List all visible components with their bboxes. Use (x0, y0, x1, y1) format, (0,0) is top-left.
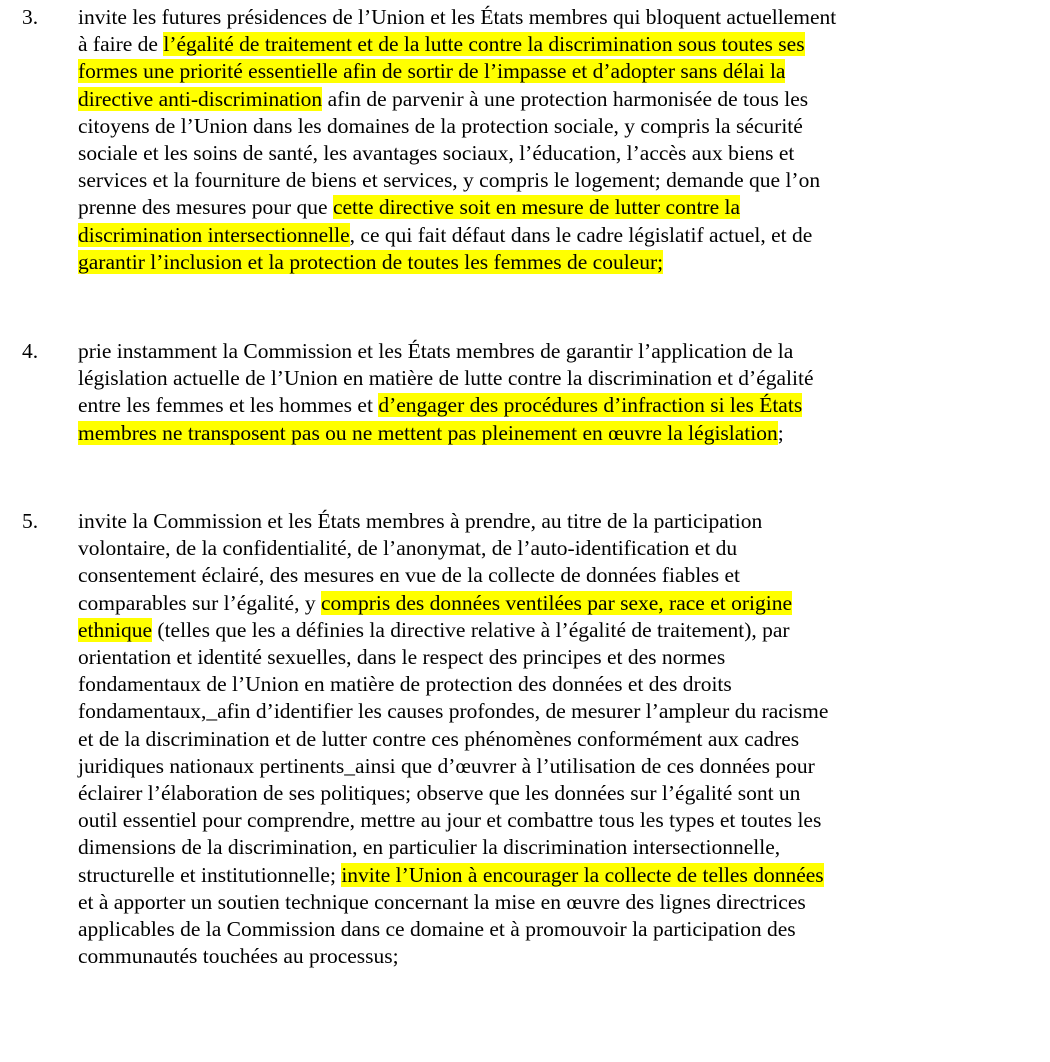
text-segment: prie instamment la Commission et les États membres de garantir l’application de la (78, 339, 794, 363)
text-line (78, 508, 762, 535)
text-segment: services et la fourniture de biens et services, y compris le logement; demande que l’on (78, 168, 821, 193)
text-line (78, 194, 740, 221)
text-segment: et à apporter un soutien technique concernant la mise en œuvre des lignes directrices (78, 889, 806, 914)
paragraph-number: 4. (22, 339, 39, 363)
text-line (78, 916, 796, 943)
text-segment: citoyens de l’Union dans les domaines de la protection sociale, y compris la sécurité (78, 113, 803, 138)
highlighted-text: d’engager des procédures d’infraction si les États (378, 393, 803, 418)
highlighted-text: membres ne transposent pas ou ne mettent pas pleinement en œuvre la législation (78, 420, 778, 445)
highlighted-text: invite l’Union à encourager la collecte de telles données (341, 862, 824, 887)
highlighted-text: compris des données ventilées par sexe, race et origine (320, 590, 793, 615)
text-segment: fondamentaux de l’Union en matière de protection des données et des droits (78, 672, 732, 697)
text-segment: sociale et les soins de santé, les avantages sociaux, l’éducation, l’accès aux biens et (78, 141, 795, 165)
text-line (78, 780, 800, 807)
text-segment: volontaire, de la confidentialité, de l’anonymat, de l’auto-identification et du (78, 536, 738, 561)
text-segment: entre les femmes et les hommes et (78, 393, 379, 418)
text-segment: juridiques nationaux pertinents_ainsi que d’œuvrer à l’utilisation de ces données pour (78, 753, 815, 778)
text-line (78, 889, 806, 916)
text-line (78, 31, 805, 58)
paragraph-number: 5. (22, 509, 39, 533)
text-segment: invite la Commission et les États membres à prendre, au titre de la participation (78, 509, 763, 533)
text-line (78, 644, 725, 671)
text-line (78, 420, 784, 447)
text-line (78, 140, 794, 167)
highlighted-text: l’égalité de traitement et de la lutte contre la discrimination sous toutes ses (163, 32, 805, 57)
text-line (78, 535, 737, 562)
text-line (78, 834, 780, 861)
text-segment: comparables sur l’égalité, y (78, 590, 321, 615)
text-line (78, 222, 812, 249)
text-line (78, 590, 792, 617)
text-line (78, 167, 820, 194)
text-segment: communautés touchées au processus; (78, 944, 399, 969)
text-segment: fondamentaux,_afin d’identifier les causes profondes, de mesurer l’ampleur du racisme (78, 699, 829, 724)
text-line (78, 365, 814, 392)
text-segment: invite les futures présidences de l’Union et les États membres qui bloquent actuellement (78, 5, 837, 29)
text-line (78, 698, 828, 725)
text-line (78, 671, 732, 698)
text-line (78, 4, 836, 31)
text-line (78, 943, 399, 970)
text-segment: ; (777, 420, 784, 445)
text-segment: et de la discrimination et de lutter contre ces phénomènes conformément aux cadres (78, 726, 800, 751)
text-segment: prenne des mesures pour que (78, 195, 333, 220)
text-segment: dimensions de la discrimination, en particulier la discrimination intersectionnelle, (78, 835, 781, 860)
text-line (78, 86, 808, 113)
text-line (78, 862, 824, 889)
text-line (78, 753, 815, 780)
text-segment: législation actuelle de l’Union en matière de lutte contre la discrimination et d’égalité (78, 366, 814, 391)
highlighted-text: formes une priorité essentielle afin de sortir de l’impasse et d’adopter sans délai la (78, 59, 786, 84)
text-line (78, 726, 799, 753)
text-segment: , ce qui fait défaut dans le cadre législatif actuel, et de (349, 222, 813, 247)
text-segment: consentement éclairé, des mesures en vue de la collecte de données fiables et (78, 563, 741, 588)
text-segment: orientation et identité sexuelles, dans le respect des principes et des normes (78, 645, 726, 669)
highlighted-text: garantir l’inclusion et la protection de toutes les femmes de couleur; (78, 249, 664, 274)
text-segment: structurelle et institutionnelle; (78, 862, 342, 887)
highlighted-text: ethnique (78, 617, 153, 642)
text-line (78, 113, 803, 140)
text-segment: éclairer l’élaboration de ses politiques; observe que les données sur l’égalité sont un (78, 781, 801, 805)
text-segment: outil essentiel pour comprendre, mettre au jour et combattre tous les types et toutes les (78, 808, 822, 833)
highlighted-text: cette directive soit en mesure de lutter contre la (332, 195, 741, 220)
text-segment: (telles que les a définies la directive relative à l’égalité de traitement), par (152, 617, 790, 642)
highlighted-text: discrimination intersectionnelle (78, 222, 350, 247)
text-line (78, 562, 740, 589)
text-line (78, 338, 793, 365)
text-segment: à faire de (78, 32, 164, 57)
text-line (78, 617, 790, 644)
highlighted-text: directive anti-discrimination (78, 86, 323, 111)
text-line (78, 392, 802, 419)
paragraph-number: 3. (22, 5, 39, 29)
text-segment: afin de parvenir à une protection harmonisée de tous les (322, 86, 809, 111)
text-segment: applicables de la Commission dans ce domaine et à promouvoir la participation des (78, 917, 796, 941)
text-line (78, 807, 821, 834)
text-line (78, 249, 663, 276)
text-line (78, 58, 785, 85)
